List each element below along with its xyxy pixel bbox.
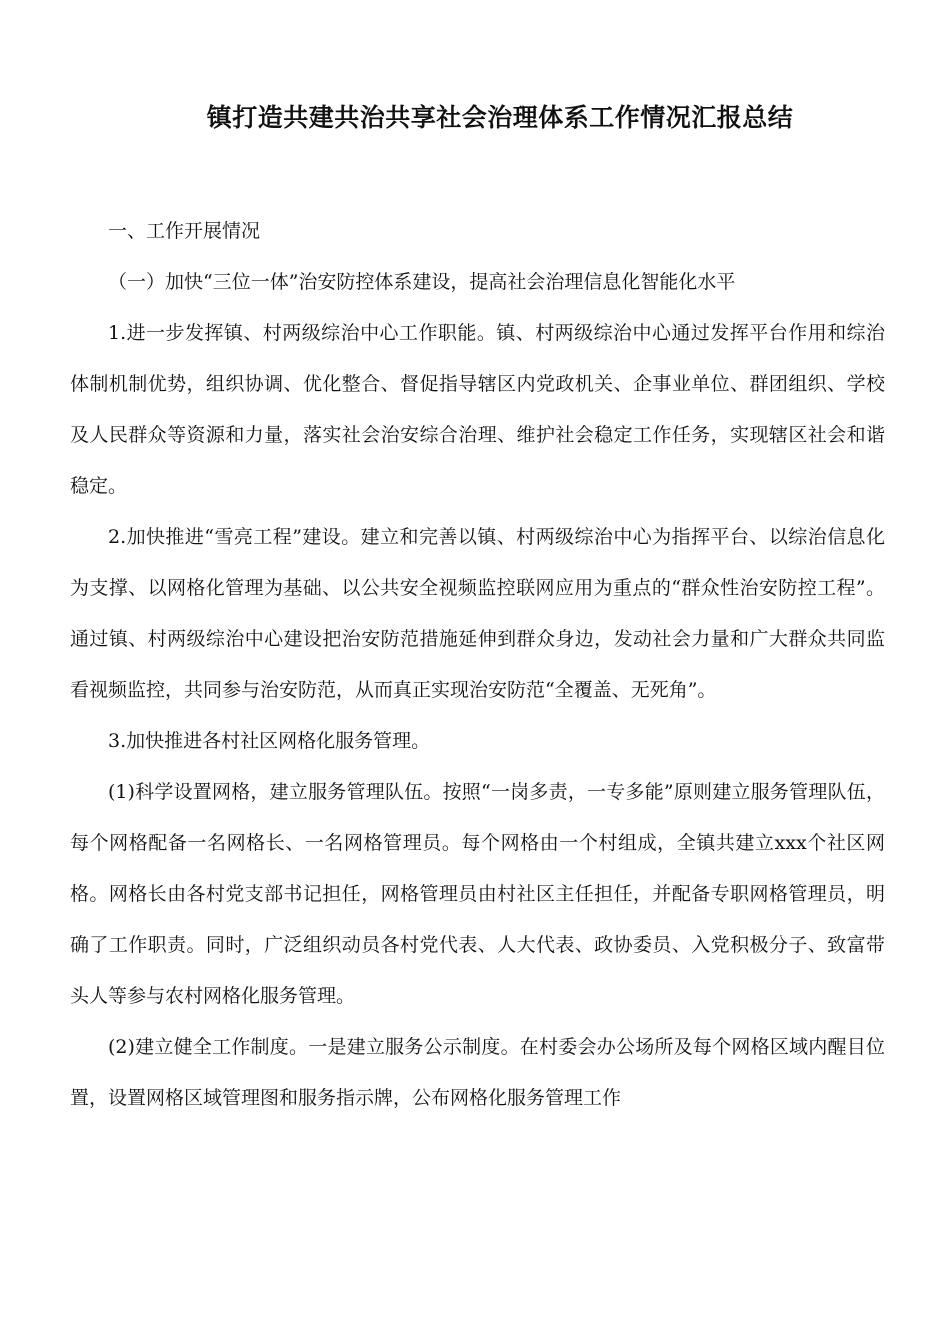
subsection-heading: （一）加快“三位一体”治安防控体系建设，提高社会治理信息化智能化水平 — [108, 271, 736, 293]
document-title: 镇打造共建共治共享社会治理体系工作情况汇报总结 — [206, 103, 794, 132]
paragraph: (2)建立健全工作制度。一是建立服务公示制度。在村委会办公场所及每个网格区域内醒目位置，设置网格区域管理图和服务指示牌，公布网格化服务管理工作 — [70, 1036, 885, 1109]
paragraph: 3.加快推进各村社区网格化服务管理。 — [108, 730, 431, 752]
paragraph: (1)科学设置网格，建立服务管理队伍。按照“一岗多责，一专多能”原则建立服务管理队伍，每个网格配备一名网格长、一名网格管理员。每个网格由一个村组成，全镇共建立xxx个社区网格。网格长由各村党支部书记担任，网格管理员由村社区主任担任，并配备专职网格管理员，明确了工作职责。同时，广泛组织动员各村党代表、人大代表、政协委员、入党积极分子、致富带头人等参与农村网格化服务管理。 — [70, 781, 885, 1007]
document-body — [70, 206, 885, 1124]
paragraph: 2.加快推进“雪亮工程”建设。建立和完善以镇、村两级综治中心为指挥平台、以综治信息化为支撑、以网格化管理为基础、以公共安全视频监控联网应用为重点的“群众性治安防控工程”。通过镇、村两级综治中心建设把治安防范措施延伸到群众身边，发动社会力量和广大群众共同监看视频监控，共同参与治安防范，从而真正实现治安防范“全覆盖、无死角”。 — [70, 526, 885, 701]
paragraph: 1.进一步发挥镇、村两级综治中心工作职能。镇、村两级综治中心通过发挥平台作用和综治体制机制优势，组织协调、优化整合、督促指导辖区内党政机关、企事业单位、群团组织、学校及人民群众等资源和力量，落实社会治安综合治理、维护社会稳定工作任务，实现辖区社会和谐稳定。 — [70, 322, 885, 497]
section-heading: 一、工作开展情况 — [108, 220, 261, 242]
